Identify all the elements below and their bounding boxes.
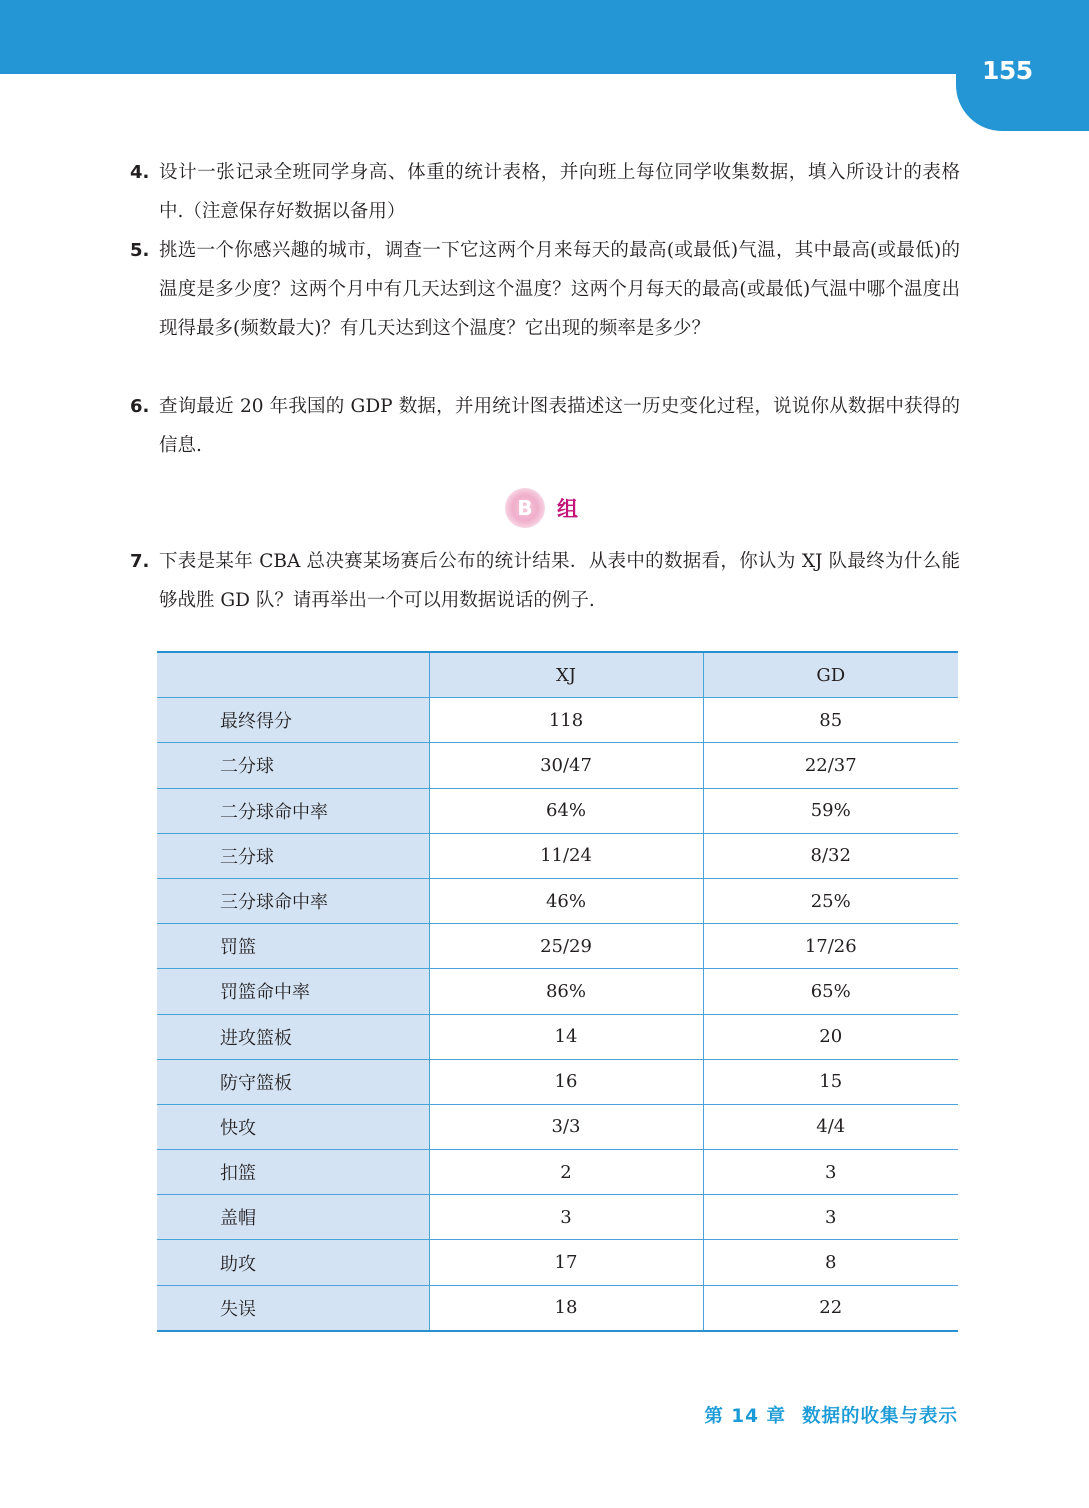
- row-label: 最终得分: [157, 698, 429, 743]
- xj-value: 14: [429, 1014, 703, 1059]
- gd-value: 65%: [703, 969, 958, 1014]
- row-label: 三分球: [157, 833, 429, 878]
- problem-text: 查询最近 20 年我国的 GDP 数据，并用统计图表描述这一历史变化过程，说说你从数据中获得的信息.: [159, 396, 960, 456]
- table-row: [157, 698, 958, 743]
- game-stats-table: [157, 651, 958, 1332]
- chapter-title: 数据的收集与表示: [801, 1406, 958, 1427]
- problem-text: 设计一张记录全班同学身高、体重的统计表格，并向班上每位同学收集数据，填入所设计的表格中.（注意保存好数据以备用）: [159, 162, 960, 222]
- xj-value: 46%: [429, 878, 703, 923]
- table-row: [157, 1059, 958, 1104]
- gd-value: 15: [703, 1059, 958, 1104]
- top-color-band: [0, 0, 1089, 74]
- table-header-row: [157, 652, 958, 698]
- xj-value: 118: [429, 698, 703, 743]
- xj-value: 18: [429, 1285, 703, 1331]
- table-row: [157, 788, 958, 833]
- gd-value: 3: [703, 1195, 958, 1240]
- problem-number: 6.: [130, 396, 150, 417]
- gd-value: 22: [703, 1285, 958, 1331]
- xj-value: 3/3: [429, 1104, 703, 1149]
- row-label: 罚篮: [157, 924, 429, 969]
- header-blank: [157, 652, 429, 698]
- gd-value: 8/32: [703, 833, 958, 878]
- table-row: [157, 1285, 958, 1331]
- xj-value: 3: [429, 1195, 703, 1240]
- table-row: [157, 1014, 958, 1059]
- row-label: 罚篮命中率: [157, 969, 429, 1014]
- problem-5: [130, 231, 960, 348]
- page-number: 155: [982, 56, 1033, 85]
- header-xj: XJ: [429, 652, 703, 698]
- gd-value: 22/37: [703, 743, 958, 788]
- gd-value: 4/4: [703, 1104, 958, 1149]
- table-row: [157, 743, 958, 788]
- row-label: 防守篮板: [157, 1059, 429, 1104]
- table-row: [157, 833, 958, 878]
- chapter-number: 第 14 章: [704, 1406, 786, 1427]
- problem-4: [130, 153, 960, 231]
- row-label: 扣篮: [157, 1150, 429, 1195]
- table-row: [157, 1150, 958, 1195]
- gd-value: 17/26: [703, 924, 958, 969]
- xj-value: 86%: [429, 969, 703, 1014]
- table-row: [157, 1104, 958, 1149]
- row-label: 三分球命中率: [157, 878, 429, 923]
- group-label: 组: [557, 497, 578, 521]
- row-label: 进攻篮板: [157, 1014, 429, 1059]
- table-row: [157, 924, 958, 969]
- row-label: 助攻: [157, 1240, 429, 1285]
- problem-7: [130, 542, 960, 620]
- row-label: 快攻: [157, 1104, 429, 1149]
- xj-value: 64%: [429, 788, 703, 833]
- table-row: [157, 1240, 958, 1285]
- row-label: 二分球命中率: [157, 788, 429, 833]
- chapter-footer: [600, 1402, 958, 1428]
- problem-number: 4.: [130, 162, 150, 183]
- group-badge: B: [505, 488, 545, 528]
- group-heading: [505, 486, 578, 530]
- row-label: 失误: [157, 1285, 429, 1331]
- table-row: [157, 1195, 958, 1240]
- gd-value: 25%: [703, 878, 958, 923]
- gd-value: 59%: [703, 788, 958, 833]
- gd-value: 20: [703, 1014, 958, 1059]
- header-gd: GD: [703, 652, 958, 698]
- xj-value: 17: [429, 1240, 703, 1285]
- problem-text: 下表是某年 CBA 总决赛某场赛后公布的统计结果．从表中的数据看，你认为 XJ 队最终为什么能够战胜 GD 队？请再举出一个可以用数据说话的例子.: [159, 551, 960, 611]
- xj-value: 11/24: [429, 833, 703, 878]
- problem-number: 7.: [130, 551, 150, 572]
- problem-text: 挑选一个你感兴趣的城市，调查一下它这两个月来每天的最高(或最低)气温，其中最高(或最低)的温度是多少度？这两个月中有几天达到这个温度？这两个月每天的最高(或最低)气温中哪个温度出现得最多(频数最大)？有几天达到这个温度？它出现的频率是多少？: [159, 240, 960, 339]
- xj-value: 30/47: [429, 743, 703, 788]
- problem-number: 5.: [130, 240, 150, 261]
- problem-6: [130, 387, 960, 465]
- xj-value: 25/29: [429, 924, 703, 969]
- row-label: 盖帽: [157, 1195, 429, 1240]
- table-row: [157, 878, 958, 923]
- xj-value: 16: [429, 1059, 703, 1104]
- row-label: 二分球: [157, 743, 429, 788]
- gd-value: 3: [703, 1150, 958, 1195]
- table-row: [157, 969, 958, 1014]
- xj-value: 2: [429, 1150, 703, 1195]
- gd-value: 85: [703, 698, 958, 743]
- gd-value: 8: [703, 1240, 958, 1285]
